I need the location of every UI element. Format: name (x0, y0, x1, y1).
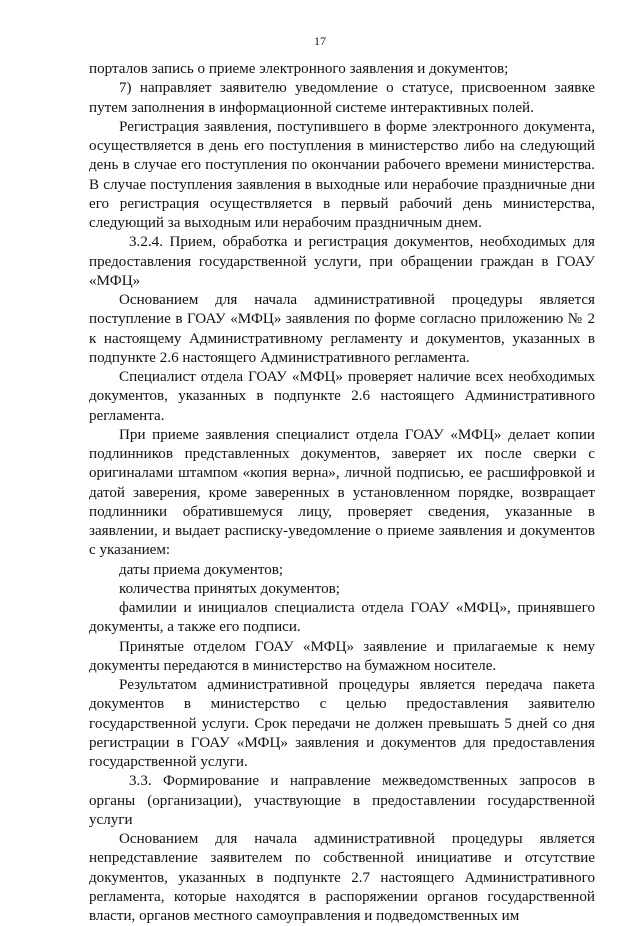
paragraph: порталов запись о приеме электронного заявления и документов; (89, 61, 509, 77)
section-heading-3-3: 3.3. Формирование и направление межведомственных запросов в органы (организации), участвующие в предоставлении государственной услуги (89, 773, 595, 828)
paragraph: Специалист отдела ГОАУ «МФЦ» проверяет наличие всех необходимых документов, указанных в подпункте 2.6 настоящего Административного регламента. (89, 369, 595, 424)
list-item: количества принятых документов; (119, 580, 340, 597)
document-body (89, 60, 595, 926)
paragraph: фамилии и инициалов специалиста отдела ГОАУ «МФЦ», принявшего документы, а также его подписи. (89, 600, 595, 636)
paragraph: 7) направляет заявителю уведомление о статусе, присвоенном заявке путем заполнения в информационной системе интерактивных полей. (89, 80, 595, 116)
paragraph: При приеме заявления специалист отдела ГОАУ «МФЦ» делает копии подлинников представленных документов, заверяет их после сверки с оригиналами штампом «копия верна», личной подписью, ее расшифровкой и датой заверения, кроме заверенных в установленном порядке, возвращает подлинники обратившемуся лицу, проверяет сведения, указанные в заявлении, и выдает расписку-уведомление о приеме заявления и документов с указанием: (89, 426, 595, 559)
paragraph: Результатом административной процедуры является передача пакета документов в министерство с целью предоставления заявителю государственной услуги. Срок передачи не должен превышать 5 дней со дня регистрации в ГОАУ «МФЦ» заявления и документов для предоставления государственной услуги. (89, 677, 595, 770)
paragraph: Принятые отделом ГОАУ «МФЦ» заявление и прилагаемые к нему документы передаются в министерство на бумажном носителе. (89, 638, 595, 674)
section-heading-3-2-4: 3.2.4. Прием, обработка и регистрация документов, необходимых для предоставления государственной услуги, при обращении граждан в ГОАУ «МФЦ» (89, 234, 595, 289)
page-number: 17 (314, 34, 326, 48)
paragraph: Регистрация заявления, поступившего в форме электронного документа, осуществляется в день его поступления в министерство либо на следующий день в случае его поступления по окончании рабочего времени министерства. В случае поступления заявления в выходные или нерабочие праздничные дни его регистрация осуществляется в первый рабочий день министерства, следующий за выходным или нерабочим праздничным днем. (89, 118, 595, 231)
paragraph: Основанием для начала административной процедуры является непредставление заявителем по собственной инициативе и отсутствие документов, указанных в подпункте 2.7 настоящего Административного регламента, которые находятся в распоряжении органов государственной власти, органов местного самоуправления и подведомственных им (89, 831, 595, 924)
paragraph: Основанием для начала административной процедуры является поступление в ГОАУ «МФЦ» заявления по форме согласно приложению № 2 к настоящему Административному регламенту и документов, указанных в подпункте 2.6 настоящего Административного регламента. (89, 292, 595, 366)
list-item: даты приема документов; (119, 561, 284, 578)
